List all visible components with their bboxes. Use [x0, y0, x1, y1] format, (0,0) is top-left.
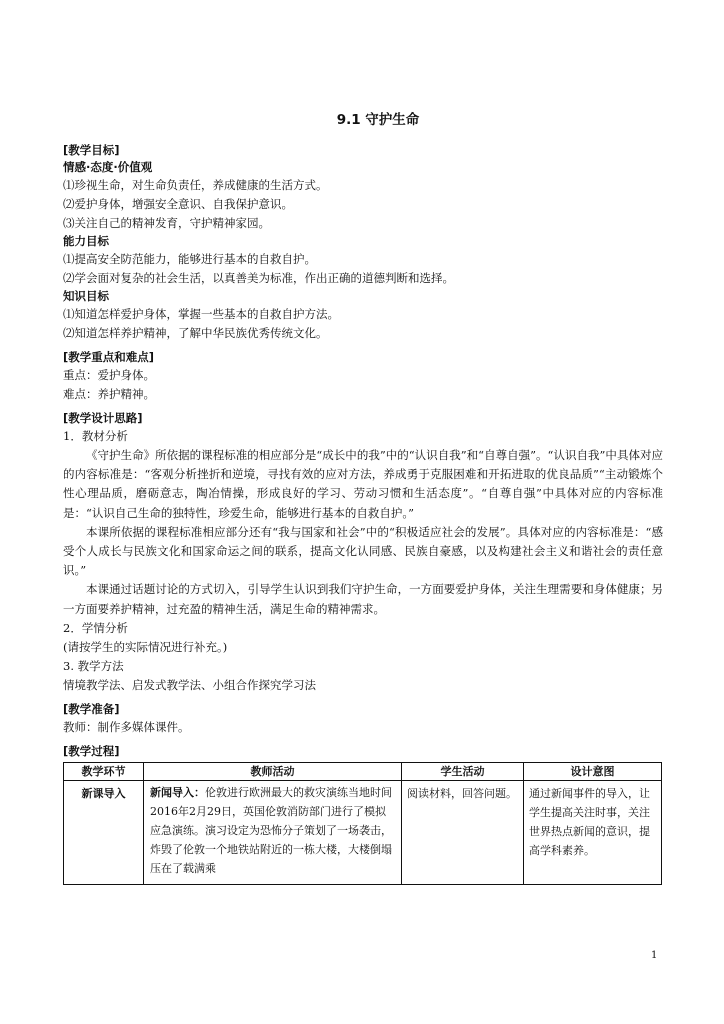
document-page: [63, 108, 663, 885]
goal-item: ⑵爱护身体，增强安全意识、自我保护意识。: [63, 197, 293, 211]
teacher-activity-cell: [144, 780, 402, 884]
design-intent-cell: 通过新闻事件的导入，让学生提高关注时事，关注世界热点新闻的意识，提高学科素养。: [524, 780, 662, 884]
design-heading: [教学设计思路]: [63, 411, 143, 425]
page-number: 1: [651, 950, 658, 961]
process-table: [63, 762, 662, 885]
teacher-activity-text: 伦敦进行欧洲最大的救灾演练当地时间2016年2月29日，英国伦敦消防部门进行了模拟应急演练。演习设定为恐怖分子策划了一场袭击，炸毁了伦敦一个地铁站附近的一栋大楼，大楼倒塌压在了载满乘: [150, 785, 392, 875]
goal-item: ⑴知道怎样爱护身体，掌握一些基本的自救自护方法。: [63, 307, 339, 321]
material-analysis-heading: 1．教材分析: [63, 429, 128, 443]
column-header: 教学环节: [64, 762, 144, 780]
goal-item: ⑵知道怎样养护精神，了解中华民族优秀传统文化。: [63, 326, 328, 340]
goal-item: ⑶关注自己的精神发育，守护精神家园。: [63, 216, 270, 230]
emotion-goals-heading: 情感·态度·价值观: [63, 160, 153, 174]
student-analysis-heading: 2．学情分析: [63, 620, 128, 635]
student-activity-cell: 阅读材料，回答问题。: [402, 780, 524, 884]
design-paragraph: 《守护生命》所依据的课程标准的相应部分是“成长中的我”中的“认识自我”和“自尊自强”。“认识自我”中具体对应的内容标准是：“客观分析挫折和逆境，寻找有效的应对方法，养成勇于克服困难和开拓进取的优良品质”“主动锻炼个性心理品质，磨砺意志，陶冶情操，形成良好的学习、劳动习惯和生活态度”。“自尊自强”中具体对应的内容标准是：“认识自己生命的独特性，珍爱生命，能够进行基本的自救自护。”: [63, 448, 663, 520]
goal-item: ⑴提高安全防范能力，能够进行基本的自救自护。: [63, 252, 316, 266]
ability-goals-heading: 能力目标: [63, 234, 109, 248]
difficult-point: 难点：养护精神。: [63, 387, 155, 401]
column-header: 学生活动: [402, 762, 524, 780]
design-paragraph: 本课通过话题讨论的方式切入，引导学生认识到我们守护生命，一方面要爱护身体，关注生理需要和身体健康；另一方面要养护精神，过充盈的精神生活，满足生命的精神需求。: [63, 582, 663, 616]
prep-heading: [教学准备]: [63, 701, 120, 716]
column-header: 设计意图: [524, 762, 662, 780]
knowledge-goals-heading: 知识目标: [63, 289, 109, 303]
key-points-heading: [教学重点和难点]: [63, 350, 155, 364]
teacher-activity-lead: 新闻导入：: [150, 785, 205, 799]
column-header: 教师活动: [144, 762, 402, 780]
design-paragraph: 本课所依据的课程标准相应部分还有“我与国家和社会”中的“积极适应社会的发展”。具体对应的内容标准是：“感受个人成长与民族文化和国家命运之间的联系，提高文化认同感、民族自豪感，以及构建社会主义和谐社会的责任意识。”: [63, 524, 663, 578]
table-row: [64, 780, 662, 884]
goals-heading: [教学目标]: [63, 143, 120, 157]
process-heading: [教学过程]: [63, 743, 120, 758]
prep-text: 教师：制作多媒体课件。: [63, 719, 190, 734]
student-analysis-text: (请按学生的实际情况进行补充。): [63, 639, 228, 654]
page-title: 9.1 守护生命: [336, 112, 420, 128]
teaching-method-heading: 3. 教学方法: [63, 658, 124, 673]
teaching-method-text: 情境教学法、启发式教学法、小组合作探究学习法: [63, 677, 316, 692]
stage-cell: 新课导入: [64, 780, 144, 884]
goal-item: ⑴珍视生命，对生命负责任，养成健康的生活方式。: [63, 178, 328, 192]
table-header-row: [64, 762, 662, 780]
goal-item: ⑵学会面对复杂的社会生活，以真善美为标准，作出正确的道德判断和选择。: [63, 271, 454, 285]
key-point: 重点：爱护身体。: [63, 368, 155, 382]
